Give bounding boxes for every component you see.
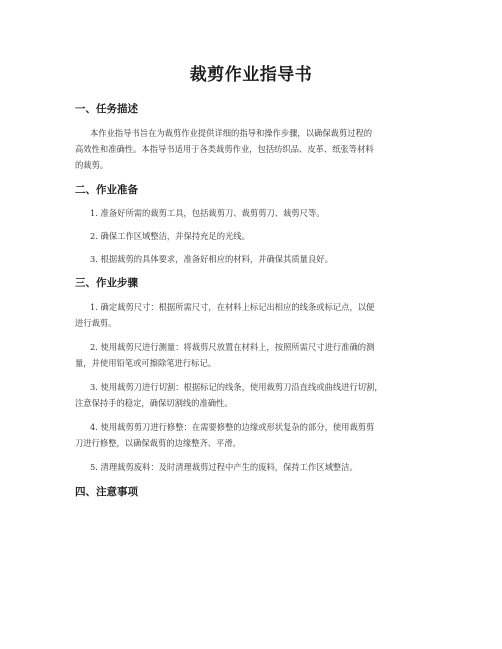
list-item: 1. 确定裁剪尺寸：根据所需尺寸，在材料上标记出相应的线条或标记点，以便 xyxy=(90,302,375,312)
list-item: 3. 根据裁剪的具体要求，准备好相应的材料，并确保其质量良好。 xyxy=(90,254,333,264)
list-item: 2. 使用裁剪尺进行测量：将裁剪尺放置在材料上，按照所需尺寸进行准确的测 xyxy=(90,342,375,352)
list-item: 3. 使用裁剪刀进行切割：根据标记的线条，使用裁剪刀沿直线或曲线进行切割， xyxy=(90,382,383,392)
list-item: 4. 使用裁剪剪刀进行修整：在需要修整的边缘或形状复杂的部分，使用裁剪剪 xyxy=(90,422,375,432)
list-item-continuation: 进行裁剪。 xyxy=(75,318,117,328)
list-item: 5. 清理裁剪废料：及时清理裁剪过程中产生的废料，保持工作区域整洁。 xyxy=(90,462,358,472)
list-item: 2. 确保工作区域整洁，并保持充足的光线。 xyxy=(90,231,250,241)
section-heading-preparation: 二、作业准备 xyxy=(75,184,138,196)
paragraph-line: 的裁剪。 xyxy=(75,160,109,170)
document-title: 裁剪作业指导书 xyxy=(189,65,313,85)
section-heading-task: 一、任务描述 xyxy=(75,103,138,115)
list-item: 1. 准备好所需的裁剪工具，包括裁剪刀、裁剪剪刀、裁剪尺等。 xyxy=(90,208,325,218)
paragraph-line: 本作业指导书旨在为裁剪作业提供详细的指导和操作步骤，以确保裁剪过程的 xyxy=(90,128,373,138)
list-item-continuation: 刀进行修整，以确保裁剪的边缘整齐、平滑。 xyxy=(75,438,241,448)
paragraph-line: 高效性和准确性。本指导书适用于各类裁剪作业，包括纺织品、皮革、纸张等材料 xyxy=(75,144,374,154)
section-heading-steps: 三、作业步骤 xyxy=(75,277,138,289)
list-item-continuation: 注意保持手的稳定，确保切割线的准确性。 xyxy=(75,398,233,408)
section-heading-notes: 四、注意事项 xyxy=(75,486,138,498)
list-item-continuation: 量，并使用铅笔或可擦除笔进行标记。 xyxy=(75,358,217,368)
